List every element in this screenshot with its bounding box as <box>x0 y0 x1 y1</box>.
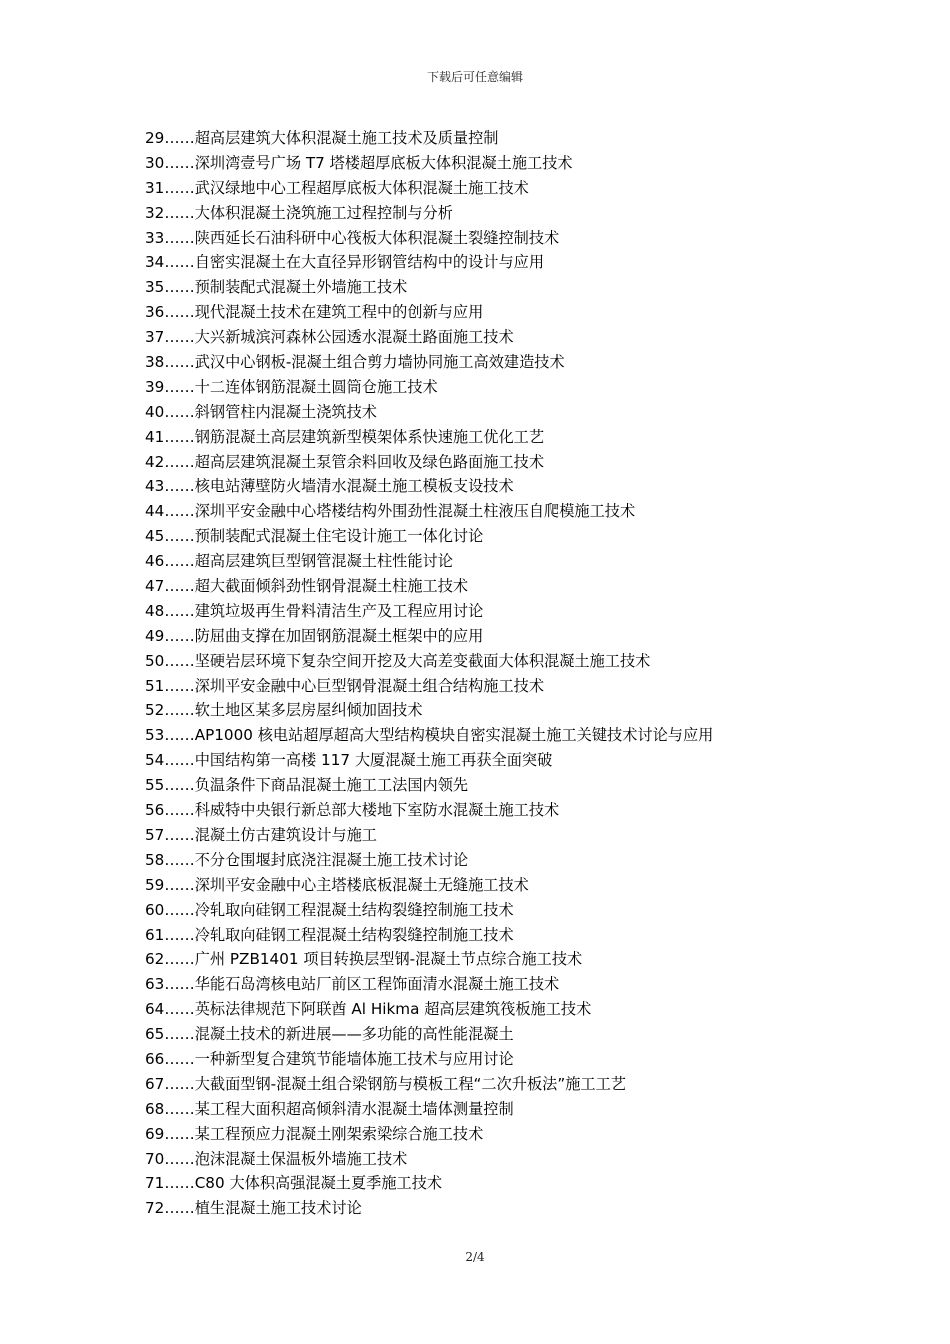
list-item: 62……广州 PZB1401 项目转换层型钢-混凝土节点综合施工技术 <box>145 950 583 969</box>
list-item: 58……不分仓围堰封底浇注混凝土施工技术讨论 <box>145 850 469 869</box>
list-item: 57……混凝土仿古建筑设计与施工 <box>145 825 377 844</box>
list-item: 52……软土地区某多层房屋纠倾加固技术 <box>145 701 423 720</box>
list-item: 34……自密实混凝土在大直径异形钢管结构中的设计与应用 <box>145 253 545 272</box>
list-item: 39……十二连体钢筋混凝土圆筒仓施工技术 <box>145 377 438 396</box>
list-item: 61……冷轧取向硅钢工程混凝土结构裂缝控制施工技术 <box>145 925 514 944</box>
list-item: 31……武汉绿地中心工程超厚底板大体积混凝土施工技术 <box>145 178 529 197</box>
list-item: 65……混凝土技术的新进展——多功能的高性能混凝土 <box>145 1025 514 1044</box>
list-item: 66……一种新型复合建筑节能墙体施工技术与应用讨论 <box>145 1049 514 1068</box>
list-item: 64……英标法律规范下阿联酋 Al Hikma 超高层建筑筏板施工技术 <box>145 1000 592 1019</box>
list-item: 37……大兴新城滨河森林公园透水混凝土路面施工技术 <box>145 328 514 347</box>
list-item: 40……斜钢管柱内混凝土浇筑技术 <box>145 402 377 421</box>
page-header: 下载后可任意编辑 <box>426 70 523 84</box>
list-item: 46……超高层建筑巨型钢管混凝土柱性能讨论 <box>145 552 453 571</box>
list-item: 69……某工程预应力混凝土刚架索梁综合施工技术 <box>145 1124 484 1143</box>
list-item: 30……深圳湾壹号广场 T7 塔楼超厚底板大体积混凝土施工技术 <box>145 153 573 172</box>
list-item: 51……深圳平安金融中心巨型钢骨混凝土组合结构施工技术 <box>145 676 545 695</box>
list-item: 59……深圳平安金融中心主塔楼底板混凝土无缝施工技术 <box>145 875 529 894</box>
list-item: 67……大截面型钢-混凝土组合梁钢筋与模板工程“二次升板法”施工工艺 <box>145 1074 626 1093</box>
list-item: 48……建筑垃圾再生骨料清洁生产及工程应用讨论 <box>145 601 484 620</box>
list-item: 72……植生混凝土施工技术讨论 <box>145 1199 362 1218</box>
list-item: 36……现代混凝土技术在建筑工程中的创新与应用 <box>145 303 484 322</box>
list-item: 35……预制装配式混凝土外墙施工技术 <box>145 278 408 297</box>
list-item: 70……泡沫混凝土保温板外墙施工技术 <box>145 1149 408 1168</box>
list-item: 60……冷轧取向硅钢工程混凝土结构裂缝控制施工技术 <box>145 900 514 919</box>
list-item: 29……超高层建筑大体积混凝土施工技术及质量控制 <box>145 129 499 147</box>
list-item: 50……坚硬岩层环境下复杂空间开挖及大高差变截面大体积混凝土施工技术 <box>145 651 651 670</box>
list-item: 41……钢筋混凝土高层建筑新型模架体系快速施工优化工艺 <box>145 427 545 446</box>
list-item: 53……AP1000 核电站超厚超高大型结构模块自密实混凝土施工关键技术讨论与应用 <box>145 726 714 745</box>
list-item: 55……负温条件下商品混凝土施工工法国内领先 <box>145 776 469 795</box>
list-item: 45……预制装配式混凝土住宅设计施工一体化讨论 <box>145 527 484 546</box>
list-item: 38……武汉中心钢板-混凝土组合剪力墙协同施工高效建造技术 <box>145 353 565 372</box>
list-item: 49……防屈曲支撑在加固钢筋混凝土框架中的应用 <box>145 626 484 645</box>
list-item: 32……大体积混凝土浇筑施工过程控制与分析 <box>145 203 453 222</box>
list-item: 33……陕西延长石油科研中心筏板大体积混凝土裂缝控制技术 <box>145 228 560 247</box>
list-item: 43……核电站薄壁防火墙清水混凝土施工模板支设技术 <box>145 477 514 496</box>
list-item: 56……科威特中央银行新总部大楼地下室防水混凝土施工技术 <box>145 801 560 820</box>
list-item: 71……C80 大体积高强混凝土夏季施工技术 <box>145 1174 443 1193</box>
list-item: 68……某工程大面积超高倾斜清水混凝土墙体测量控制 <box>145 1099 514 1118</box>
toc-list <box>145 126 845 1221</box>
list-item: 44……深圳平安金融中心塔楼结构外围劲性混凝土柱液压自爬模施工技术 <box>145 502 636 521</box>
list-item: 42……超高层建筑混凝土泵管余料回收及绿色路面施工技术 <box>145 452 545 471</box>
list-item: 54……中国结构第一高楼 117 大厦混凝土施工再获全面突破 <box>145 751 553 770</box>
page-number: 2/4 <box>465 1250 485 1264</box>
list-item: 47……超大截面倾斜劲性钢骨混凝土柱施工技术 <box>145 577 469 596</box>
list-item: 63……华能石岛湾核电站厂前区工程饰面清水混凝土施工技术 <box>145 975 560 994</box>
